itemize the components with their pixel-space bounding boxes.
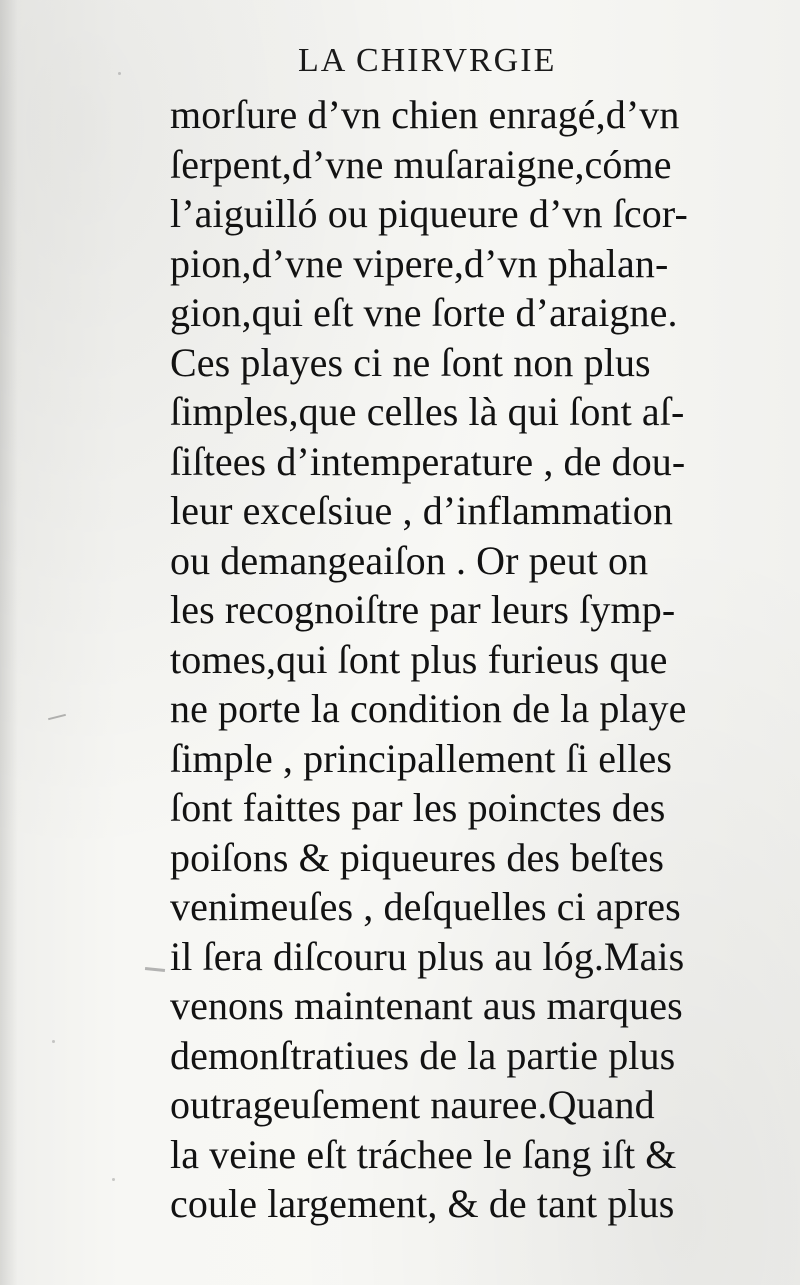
text-line-22: la veine eſt tráchee le ſang iſt & [170,1131,677,1177]
text-line-2: ſerpent,d’vne muſaraigne,cóme [170,141,672,187]
text-line-9: leur exceſsiue , d’inflammation [170,488,673,533]
text-line-21: outrageuſement nauree.Quand [170,1082,655,1127]
text-line-12: tomes,qui ſont plus furieus que [170,636,668,682]
paper-speck [118,72,121,75]
text-line-16: poiſons & piqueures des beſtes [170,834,665,880]
text-line-14: ſimple , principallement ſi elles [170,735,673,781]
page-gutter-shadow [0,0,18,1285]
paper-speck [112,1178,115,1181]
text-line-10: ou demangeaiſon . Or peut on [170,537,649,583]
text-line-3: l’aiguilló ou piqueure d’vn ſcor- [170,191,688,236]
text-line-5: gion,qui eſt vne ſorte d’araigne. [170,290,678,335]
text-line-7: ſimples,que celles là qui ſont aſ- [170,389,685,434]
text-line-8: ſiſtees d’intemperature , de dou- [170,438,686,484]
text-line-6: Ces playes ci ne ſont non plus [170,339,651,385]
text-line-13: ne porte la condition de la playe [170,686,687,731]
paper-speck [52,1040,55,1043]
text-line-11: les recognoiſtre par leurs ſymp- [170,587,676,632]
margin-ink-mark [48,714,66,720]
text-line-18: il ſera diſcouru plus au lóg.Mais [170,933,685,979]
text-line-23: coule largement, & de tant plus [170,1181,675,1226]
body-text [170,90,780,1229]
text-line-19: venons maintenant aus marques [170,983,683,1028]
text-line-17: venimeuſes , deſquelles ci apres [170,884,681,929]
text-line-4: pion,d’vne vipere,d’vn phalan- [170,240,669,286]
running-head: LA CHIRVRGIE [298,42,557,79]
text-line-20: demonſtratiues de la partie plus [170,1032,676,1078]
text-line-15: ſont faittes par les poinctes des [170,785,666,830]
text-line-1: morſure d’vn chien enragé,d’vn [170,92,680,137]
margin-ink-mark [145,967,165,972]
